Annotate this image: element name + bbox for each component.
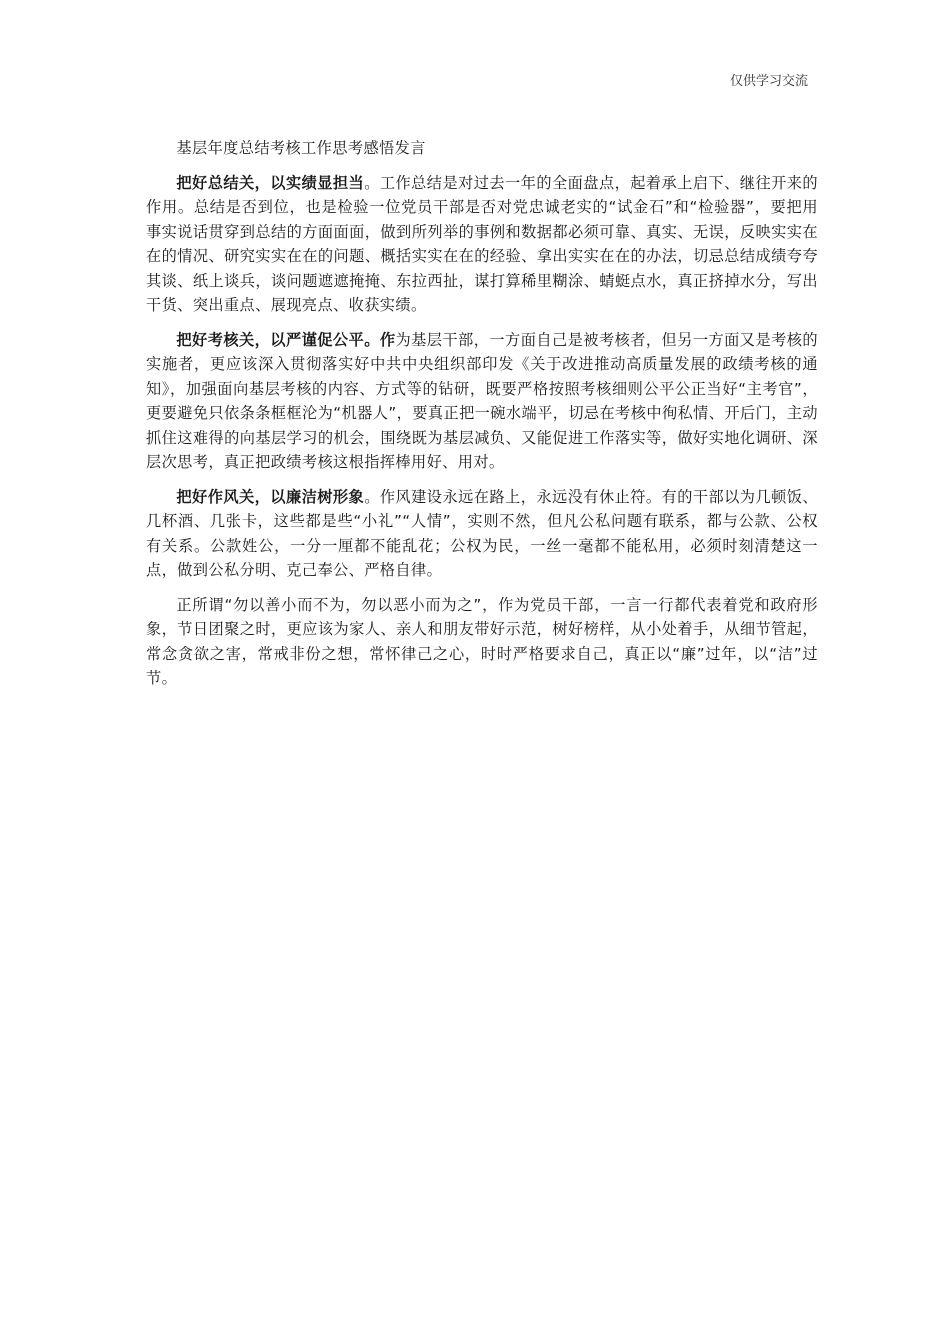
header-note: 仅供学习交流 <box>729 74 808 89</box>
paragraph-lead: 把好作风关，以廉洁树形象 <box>176 487 365 506</box>
paragraph-closing <box>146 593 818 691</box>
paragraph-lead: 把好总结关，以实绩显担当 <box>176 173 365 192</box>
paragraph-text: 正所谓“勿以善小而不为，勿以恶小而为之”，作为党员干部，一言一行都代表着党和政府形象，节日团聚之时，更应该为家人、亲人和朋友带好示范，树好榜样，从小处着手，从细节管起，常念贪欲之害，常戒非份之想，常怀律己之心，时时严格要求自己，真正以“廉”过年，以“洁”过节。 <box>146 595 818 687</box>
paragraph-assessment <box>146 328 818 475</box>
paragraph-text: 为基层干部，一方面自己是被考核者，但另一方面又是考核的实施者，更应该深入贯彻落实好中共中央组织部印发《关于改进推动高质量发展的政绩考核的通知》，加强面向基层考核的内容、方式等的钻研，既要严格按照考核细则公平公正当好“主考官”，更要避免只依条条框框沦为“机器人”，要真正把一碗水端平，切忌在考核中徇私情、开后门，主动抓住这难得的向基层学习的机会，围绕既为基层减负、又能促进工作落实等，做好实地化调研、深层次思考，真正把政绩考核这根指挥棒用好、用对。 <box>146 330 818 471</box>
paragraph-lead: 把好考核关，以严谨促公平。作 <box>176 330 396 349</box>
paragraph-summary <box>146 171 818 318</box>
document-body <box>146 136 818 701</box>
paragraph-text: 。工作总结是对过去一年的全面盘点，起着承上启下、继往开来的作用。总结是否到位，也是检验一位党员干部是否对党忠诚老实的“试金石”和“检验器”，要把用事实说话贯穿到总结的方面面面，做到所列举的事例和数据都必须可靠、真实、无误，反映实实在在的情况、研究实实在在的问题、概括实实在在的经验、拿出实实在在的办法，切忌总结成绩夸夸其谈、纸上谈兵，谈问题遮遮掩掩、东拉西扯，谋打算稀里糊涂、蜻蜓点水，真正挤掉水分，写出干货、突出重点、展现亮点、收获实绩。 <box>146 173 818 314</box>
document-title: 基层年度总结考核工作思考感悟发言 <box>176 139 426 157</box>
paragraph-conduct <box>146 485 818 583</box>
paragraph-text: 。作风建设永远在路上，永远没有休止符。有的干部以为几顿饭、几杯酒、几张卡，这些都是些“小礼”“人情”，实则不然，但凡公私问题有联系，都与公款、公权有关系。公款姓公，一分一厘都不能乱花；公权为民，一丝一毫都不能私用，必须时刻清楚这一点，做到公私分明、克己奉公、严格自律。 <box>146 487 818 579</box>
